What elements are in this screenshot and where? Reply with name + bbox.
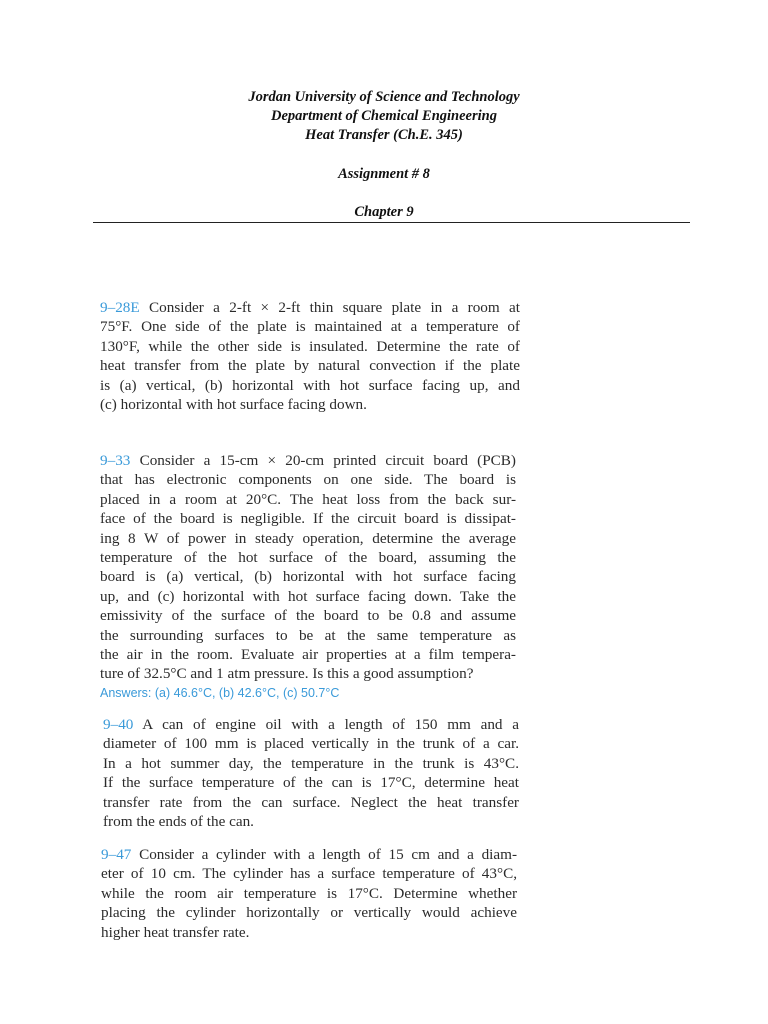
problem-text-line: board is (a) vertical, (b) horizontal with hot surface facing	[100, 568, 516, 586]
problem-text-line: up, and (c) horizontal with hot surface facing down. Take the	[100, 587, 516, 605]
problem-9-40	[103, 715, 519, 831]
assignment-title: Assignment # 8	[338, 166, 430, 182]
header-divider	[93, 222, 690, 223]
problem-text-line: higher heat transfer rate.	[101, 923, 250, 941]
problem-text-line: the air in the room. Evaluate air properties at a film tempera-	[100, 646, 516, 664]
problem-text-line: face of the board is negligible. If the circuit board is dissipat-	[100, 510, 516, 528]
problem-number: 9–47	[101, 846, 132, 863]
chapter-title: Chapter 9	[354, 204, 414, 220]
problem-number: 9–33	[100, 452, 131, 469]
problem-text-line: from the ends of the can.	[103, 813, 254, 831]
course-title: Heat Transfer (Ch.E. 345)	[305, 127, 463, 143]
problem-text-line: placing the cylinder horizontally or vertically would achieve	[101, 904, 517, 922]
problem-text-line: Consider a 2-ft × 2-ft thin square plate in a room at	[149, 299, 521, 316]
problem-text-line: 75°F. One side of the plate is maintained at a temperature of	[100, 318, 520, 336]
problem-text-line: heat transfer from the plate by natural convection if the plate	[100, 357, 520, 375]
problem-text-line: (c) horizontal with hot surface facing down.	[100, 396, 367, 414]
university-name: Jordan University of Science and Technology	[248, 89, 520, 105]
problem-text-line: the surrounding surfaces to be at the same temperature as	[100, 626, 516, 644]
problem-number: 9–28E	[100, 299, 140, 316]
problem-text-line: If the surface temperature of the can is 17°C, determine heat	[103, 774, 519, 792]
problem-text-line: that has electronic components on one side. The board is	[100, 471, 516, 489]
problem-text-line: placed in a room at 20°C. The heat loss from the back sur-	[100, 490, 516, 508]
problem-9-28e	[100, 298, 520, 414]
problem-text-line: Consider a 15-cm × 20-cm printed circuit board (PCB)	[139, 452, 516, 469]
problem-number: 9–40	[103, 716, 134, 733]
problem-text-line: is (a) vertical, (b) horizontal with hot surface facing up, and	[100, 376, 520, 394]
problem-text-line: ing 8 W of power in steady operation, determine the average	[100, 529, 516, 547]
problem-text-line: A can of engine oil with a length of 150 mm and a	[142, 716, 519, 733]
problem-answers: Answers: (a) 46.6°C, (b) 42.6°C, (c) 50.7°C	[100, 685, 340, 700]
problem-text-line: transfer rate from the can surface. Neglect the heat transfer	[103, 793, 519, 811]
problem-9-33	[100, 451, 516, 703]
problem-text-line: Consider a cylinder with a length of 15 cm and a diam-	[139, 846, 518, 863]
problem-text-line: diameter of 100 mm is placed vertically in the trunk of a car.	[103, 735, 519, 753]
problem-text-line: temperature of the hot surface of the board, assuming the	[100, 549, 516, 567]
problem-text-line: In a hot summer day, the temperature in the trunk is 43°C.	[103, 754, 519, 772]
problem-9-47	[101, 845, 517, 942]
problem-text-line: eter of 10 cm. The cylinder has a surface temperature of 43°C,	[101, 865, 517, 883]
department-name: Department of Chemical Engineering	[271, 108, 497, 124]
problem-text-line: emissivity of the surface of the board to be 0.8 and assume	[100, 607, 516, 625]
problem-text-line: ture of 32.5°C and 1 atm pressure. Is this a good assumption?	[100, 665, 474, 683]
problem-text-line: while the room air temperature is 17°C. Determine whether	[101, 884, 517, 902]
problem-text-line: 130°F, while the other side is insulated. Determine the rate of	[100, 337, 520, 355]
